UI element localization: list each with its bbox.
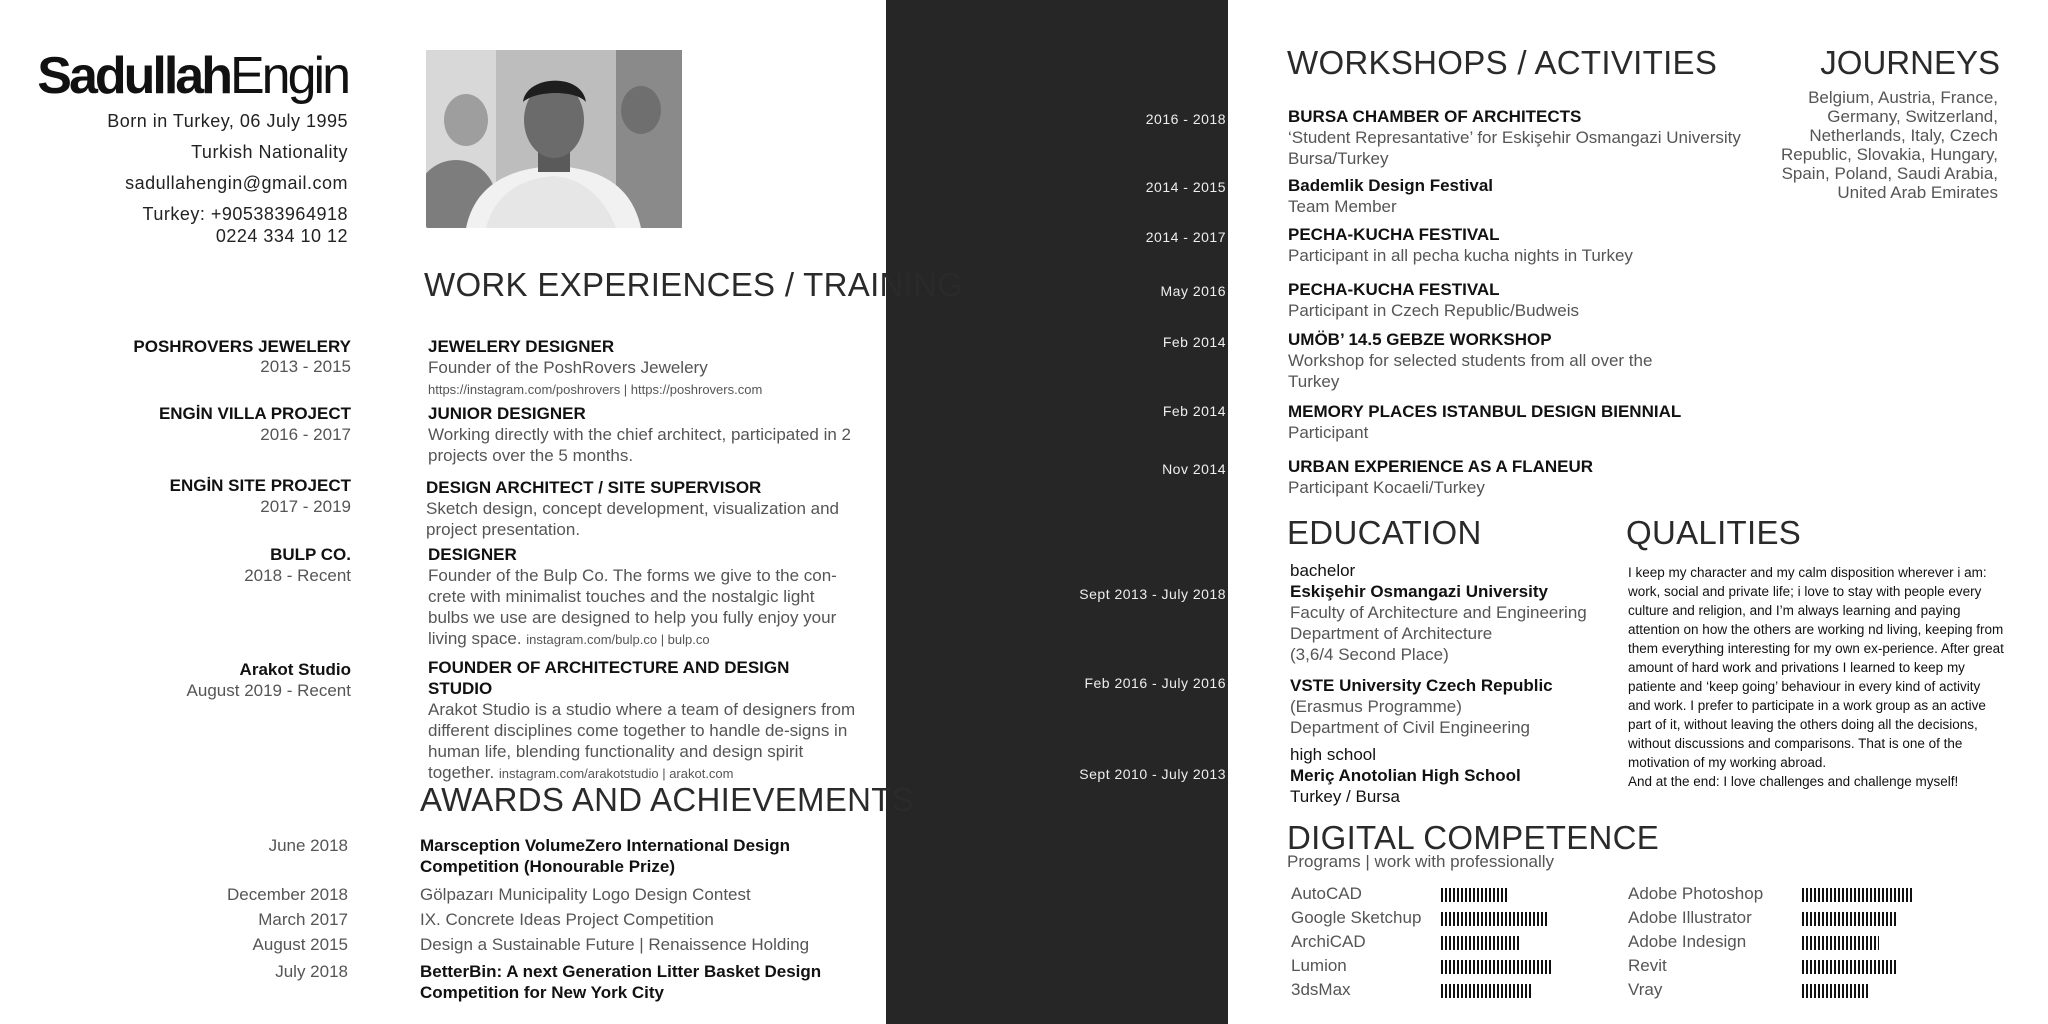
timeline-band (886, 0, 1228, 1024)
work-company: ENGİN SITE PROJECT (169, 476, 351, 495)
education-school: Eskişehir Osmangazi University (1290, 582, 1548, 601)
qualities-section-title: QUALITIES (1626, 514, 1802, 551)
work-description: Founder of the PoshRovers Jewelery (428, 358, 708, 377)
award-date: August 2015 (252, 935, 348, 954)
workshop-description: Participant in Czech Republic/Budweis (1288, 301, 1580, 320)
skill-level-bar (1441, 936, 1519, 950)
workshop-date: Feb 2014 (1162, 403, 1226, 419)
workshop-title: BURSA CHAMBER OF ARCHITECTS (1288, 107, 1582, 126)
workshop-entry (1288, 106, 1778, 169)
education-detail: Faculty of Architecture and Engineering (1290, 603, 1587, 622)
skill-name: Adobe Illustrator (1628, 908, 1752, 927)
qualities-body: I keep my character and my calm disposition wherever i am: work, social and private life; i love to stay with people every culture and religion, and I’m always learning and paying attention on how the others are working nd living, keeping from them everything interesting for my own ex-perience. After great amount of hard work and privations I learned to keep my patiente and ‘keep going’ behaviour in every kind of activity and work. I prefer to participate in a work group as an active part of it, without leaving the others doing all the decisions, without discussions and comparisons. That is one of the motivation of my working abroad. (1628, 565, 2004, 770)
profile-photo (426, 50, 682, 228)
work-link[interactable]: instagram.com/bulp.co | bulp.co (526, 632, 710, 647)
work-description: Working directly with the chief architect, participated in 2 projects over the 5 months. (428, 425, 851, 465)
education-school: Meriç Anotolian High School (1290, 766, 1521, 785)
education-level: bachelor (1290, 561, 1356, 580)
work-company: BULP CO. (270, 545, 351, 564)
workshop-title: MEMORY PLACES ISTANBUL DESIGN BIENNIAL (1288, 402, 1682, 421)
last-name: Engin (230, 47, 348, 105)
work-link[interactable]: https://instagram.com/poshrovers | https://poshrovers.com (428, 382, 763, 397)
skill-row (1291, 956, 1557, 978)
award-text: Gölpazarı Municipality Logo Design Contest (420, 885, 751, 904)
qualities-text (1628, 563, 2006, 791)
skill-row (1291, 908, 1557, 930)
award-text: Marsception VolumeZero International Design Competition (Honourable Prize) (420, 836, 790, 876)
skill-level-bar (1441, 984, 1531, 998)
education-detail: Department of Civil Engineering (1290, 718, 1531, 737)
work-dates: 2017 - 2019 (260, 497, 351, 516)
workshop-description: Participant (1288, 423, 1369, 442)
birth-info: Born in Turkey, 06 July 1995 (107, 111, 348, 131)
skill-level-bar (1802, 888, 1912, 902)
workshop-title: Bademlik Design Festival (1288, 176, 1494, 195)
work-entry (428, 403, 868, 466)
skill-level-bar (1802, 912, 1897, 926)
workshop-date: 2016 - 2018 (1145, 111, 1226, 127)
skill-level-bar (1802, 936, 1879, 950)
skill-name: Adobe Indesign (1628, 932, 1747, 951)
workshop-date: Nov 2014 (1162, 461, 1226, 477)
nationality: Turkish Nationality (191, 142, 348, 162)
workshops-section-title: WORKSHOPS / ACTIVITIES (1287, 44, 1718, 81)
skill-name: Lumion (1291, 956, 1347, 975)
journeys-list: Belgium, Austria, France, Germany, Switzerland, Netherlands, Italy, Czech Republic, Slovakia, Hungary, Spain, Poland, Saudi Arabia, United Arab Emirates (1780, 88, 1998, 202)
workshop-title: URBAN EXPERIENCE AS A FLANEUR (1288, 457, 1594, 476)
workshop-date: May 2016 (1160, 283, 1226, 299)
education-detail: Turkey / Bursa (1290, 787, 1400, 806)
skill-level-bar (1441, 960, 1551, 974)
skill-level-bar (1802, 984, 1868, 998)
workshop-title: PECHA-KUCHA FESTIVAL (1288, 280, 1500, 299)
award-date: March 2017 (258, 910, 348, 929)
skill-row (1628, 884, 1922, 906)
education-section-title: EDUCATION (1287, 514, 1482, 551)
workshop-date: Feb 2014 (1162, 334, 1226, 350)
workshop-description: Workshop for selected students from all over the Turkey (1288, 351, 1653, 391)
education-date: Sept 2010 - July 2013 (1079, 766, 1226, 782)
education-detail: Department of Architecture (1290, 624, 1493, 643)
work-entry (428, 544, 858, 650)
qualities-closing: And at the end: I love challenges and challenge myself! (1628, 774, 1959, 789)
skill-level-bar (1441, 888, 1507, 902)
digital-section-title: DIGITAL COMPETENCE (1287, 819, 1660, 856)
work-role: DESIGN ARCHITECT / SITE SUPERVISOR (426, 478, 762, 497)
education-entry (1290, 675, 1630, 738)
workshop-entry (1288, 329, 1708, 392)
journeys-section-title: JOURNEYS (1820, 44, 2000, 81)
workshop-title: UMÖB’ 14.5 GEBZE WORKSHOP (1288, 330, 1552, 349)
skill-row (1628, 908, 1922, 930)
work-dates: August 2019 - Recent (186, 681, 351, 700)
education-detail: (Erasmus Programme) (1290, 697, 1462, 716)
workshop-description: Participant Kocaeli/Turkey (1288, 478, 1485, 497)
phone-secondary: 0224 334 10 12 (215, 226, 348, 246)
education-detail: (3,6/4 Second Place) (1290, 645, 1449, 664)
workshop-description: Participant in all pecha kucha nights in Turkey (1288, 246, 1633, 265)
workshop-entry (1288, 224, 1768, 266)
work-link[interactable]: instagram.com/arakotstudio | arakot.com (498, 766, 734, 781)
work-company: Arakot Studio (239, 660, 351, 679)
skill-row (1291, 884, 1557, 906)
work-role: JEWELERY DESIGNER (428, 337, 615, 356)
award-text: Design a Sustainable Future | Renaissence Holding (420, 935, 810, 954)
skill-row (1628, 932, 1922, 954)
workshop-description: ‘Student Represantative’ for Eskişehir Osmangazi University Bursa/Turkey (1288, 128, 1741, 168)
award-date: June 2018 (268, 836, 348, 855)
workshop-entry (1288, 401, 1768, 443)
work-role: JUNIOR DESIGNER (428, 404, 586, 423)
skill-name: Adobe Photoshop (1628, 884, 1764, 903)
skill-row (1628, 980, 1922, 1002)
work-company: ENGİN VILLA PROJECT (158, 404, 351, 423)
workshop-title: PECHA-KUCHA FESTIVAL (1288, 225, 1500, 244)
work-description: Arakot Studio is a studio where a team of designers from different disciplines come together to handle de-signs in human life, blending functionality and design spirit together. (428, 700, 856, 782)
work-entry (426, 477, 866, 540)
digital-subtitle: Programs | work with professionally (1287, 852, 1555, 871)
skill-name: 3dsMax (1291, 980, 1351, 999)
first-name: Sadullah (37, 47, 230, 105)
workshop-date: 2014 - 2015 (1145, 179, 1226, 195)
workshop-description: Team Member (1288, 197, 1397, 216)
award-text: IX. Concrete Ideas Project Competition (420, 910, 714, 929)
skill-name: Revit (1628, 956, 1667, 975)
work-role: FOUNDER OF ARCHITECTURE AND DESIGN STUDIO (428, 658, 790, 698)
work-description: Sketch design, concept development, visualization and project presentation. (426, 499, 839, 539)
workshop-entry (1288, 175, 1768, 217)
skill-name: Vray (1628, 980, 1663, 999)
email: sadullahengin@gmail.com (125, 173, 348, 193)
workshop-date: 2014 - 2017 (1145, 229, 1226, 245)
page-title (37, 46, 348, 106)
award-text: BetterBin: A next Generation Litter Basket Design Competition for New York City (420, 962, 822, 1002)
skill-level-bar (1441, 912, 1547, 926)
education-entry (1290, 560, 1630, 665)
work-dates: 2018 - Recent (244, 566, 351, 585)
work-dates: 2016 - 2017 (260, 425, 351, 444)
work-dates: 2013 - 2015 (260, 357, 351, 376)
work-description: Founder of the Bulp Co. The forms we give to the con-crete with minimalist touches and the nostalgic light bulbs we use are designed to help you fully enjoy your living space. (428, 566, 837, 648)
work-entry (428, 336, 868, 400)
skill-row (1291, 980, 1557, 1002)
education-date: Sept 2013 - July 2018 (1079, 586, 1226, 602)
award-date: December 2018 (227, 885, 348, 904)
education-level: high school (1290, 745, 1377, 764)
skill-name: Google Sketchup (1291, 908, 1422, 927)
work-section-title: WORK EXPERIENCES / TRAINING (424, 266, 964, 303)
work-role: DESIGNER (428, 545, 517, 564)
education-entry (1290, 744, 1630, 807)
workshop-entry (1288, 279, 1768, 321)
portrait-image (426, 50, 682, 228)
skill-name: AutoCAD (1291, 884, 1362, 903)
education-school: VSTE University Czech Republic (1290, 676, 1553, 695)
education-date: Feb 2016 - July 2016 (1084, 675, 1226, 691)
skill-row (1628, 956, 1922, 978)
work-entry (428, 657, 858, 784)
award-date: July 2018 (275, 962, 348, 981)
skill-row (1291, 932, 1557, 954)
awards-section-title: AWARDS AND ACHIEVEMENTS (420, 781, 915, 818)
skill-name: ArchiCAD (1291, 932, 1366, 951)
phone-primary: Turkey: +905383964918 (142, 204, 348, 224)
workshop-entry (1288, 456, 1768, 498)
skill-level-bar (1802, 960, 1897, 974)
work-company: POSHROVERS JEWELERY (133, 337, 351, 356)
